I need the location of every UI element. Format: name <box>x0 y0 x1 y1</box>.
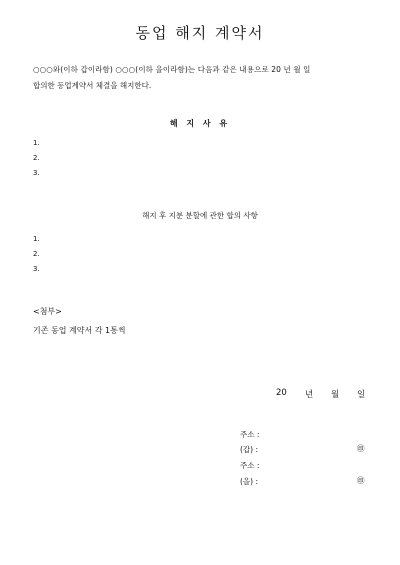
party-a-label: (갑) : <box>240 445 259 454</box>
date-year-label: 년 <box>305 390 314 400</box>
date-month-label: 월 <box>331 390 340 400</box>
attachment-heading: <첨부> <box>33 307 62 316</box>
address-label-party-b: 주소 : <box>240 461 260 470</box>
share-division-heading: 해지 후 지분 분할에 관한 합의 사항 <box>142 211 258 220</box>
seal-icon-party-b: ㊞ <box>357 476 365 485</box>
date-year: 20 <box>276 388 287 398</box>
agreement-item-2: 2. <box>33 250 40 258</box>
party-b-label: (을) : <box>240 477 259 486</box>
agreement-item-3: 3. <box>33 265 40 273</box>
attachment-text: 기존 동업 계약서 각 1통씩 <box>33 326 126 335</box>
seal-icon-party-a: ㊞ <box>357 444 365 453</box>
reason-item-1: 1. <box>33 139 40 147</box>
agreement-item-1: 1. <box>33 235 40 243</box>
intro-line-2: 합의한 동업계약서 체결을 해지한다. <box>33 81 152 90</box>
termination-reason-heading: 해 지 사 유 <box>169 119 231 128</box>
reason-item-2: 2. <box>33 154 40 162</box>
date-day-label: 일 <box>357 390 366 400</box>
intro-line-1: ○○○와(이하 갑이라함) ○○○(이하 을이라함)는 다음과 같은 내용으로 20 년 월 일 <box>33 65 311 74</box>
reason-item-3: 3. <box>33 169 40 177</box>
document-title: 동업 해지 계약서 <box>135 24 265 42</box>
address-label-party-a: 주소 : <box>240 430 260 439</box>
